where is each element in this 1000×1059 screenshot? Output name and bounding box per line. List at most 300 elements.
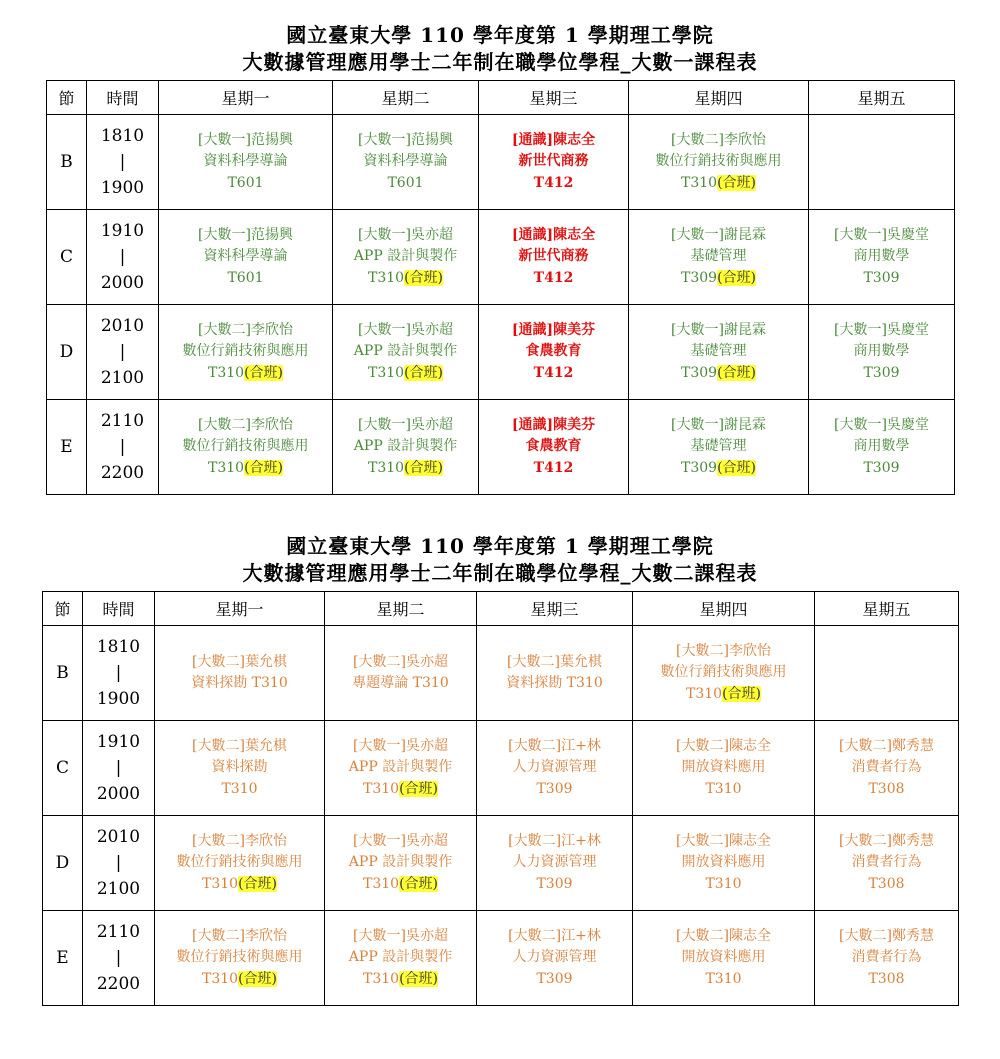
course-teacher: [大數二]陳志全 [676,832,771,849]
course-room: T309 [863,269,900,286]
course-name: APP 設計與製作 [348,854,453,871]
course-cell [333,210,479,305]
schedule-2 [42,533,958,1006]
course-cell [333,400,479,495]
period-label: B [47,115,87,210]
combined-class-badge: (合班) [404,364,443,381]
period-row [47,400,955,495]
course-cell [159,400,333,495]
course-room-line [479,458,628,480]
course-entry [333,320,478,385]
course-name: 開放資料應用 [681,854,766,871]
period-label: E [47,400,87,495]
course-entry [479,415,628,480]
course-cell [159,115,333,210]
course-entry [159,415,332,480]
combined-class-badge: (合班) [404,459,443,476]
course-entry [629,415,808,480]
schedule-2-title [42,533,958,587]
course-name: 數位行銷技術與應用 [182,343,309,360]
header-row [43,592,959,626]
combined-class-badge: (合班) [717,174,756,191]
course-room-line [633,779,814,801]
course-room-line [815,969,958,991]
course-room: T310 [363,875,400,892]
course-name: 開放資料應用 [681,949,766,966]
course-teacher: [大數二]江+林 [508,832,601,849]
time-sep: | [115,758,122,778]
course-cell [325,816,477,911]
course-name: 消費者行為 [851,949,922,966]
time-start: 2110 [96,922,141,942]
course-name: 資料探勘 T310 [506,675,603,691]
course-room-line [629,173,808,195]
combined-class-badge: (合班) [238,970,277,987]
time-sep: | [115,853,122,873]
course-teacher: [大數二]李欣怡 [671,131,766,148]
time-end: 1900 [100,178,145,198]
time-sep: | [115,948,122,968]
timetable [42,591,959,1006]
course-name: 數位行銷技術與應用 [660,664,787,681]
title-line-1: 國立臺東大學 110 學年度第 1 學期理工學院 [286,23,714,47]
course-room: T310 [208,459,245,476]
course-room: T309 [536,970,573,987]
course-name: 數位行銷技術與應用 [655,153,782,170]
course-teacher: [大數二]江+林 [508,737,601,754]
course-teacher: [大數二]葉允棋 [507,653,602,670]
course-name: 資料科學導論 [363,153,448,170]
course-name: 商用數學 [853,438,910,455]
course-entry [325,831,476,896]
course-name: 人力資源管理 [512,949,597,966]
time-end: 2100 [96,879,141,899]
course-teacher: [大數二]葉允棋 [192,653,287,670]
course-name: 基礎管理 [690,343,747,360]
course-room: T310 [681,174,718,191]
title-line-1: 國立臺東大學 110 學年度第 1 學期理工學院 [286,534,714,558]
course-teacher: [大數二]鄭秀慧 [839,927,934,944]
course-entry [155,736,324,801]
course-teacher: [大數二]李欣怡 [198,321,293,338]
column-header: 星期四 [629,81,809,115]
period-row [43,721,959,816]
course-teacher: [大數二]吳亦超 [353,653,448,670]
course-cell [629,115,809,210]
course-teacher: [大數一]吳慶堂 [834,416,929,433]
combined-class-badge: (合班) [717,364,756,381]
course-cell [477,626,633,721]
course-entry [633,926,814,991]
course-entry [155,652,324,695]
course-room: T310 [202,875,239,892]
course-room: T412 [533,174,574,191]
course-room-line [325,969,476,991]
course-teacher: [大數一]吳亦超 [353,927,448,944]
course-room: T601 [227,269,264,286]
course-name: 資料科學導論 [203,153,288,170]
title-line-2: 大數據管理應用學士二年制在職學位學程_大數一課程表 [242,50,758,74]
course-teacher: [大數一]吳亦超 [353,737,448,754]
course-name: APP 設計與製作 [348,949,453,966]
course-entry [333,130,478,195]
empty-cell [815,626,959,721]
course-room: T309 [681,459,718,476]
course-name: APP 設計與製作 [353,343,458,360]
course-teacher: [大數二]李欣怡 [198,416,293,433]
course-name: 人力資源管理 [512,759,597,776]
course-name: APP 設計與製作 [353,248,458,265]
course-cell [155,721,325,816]
course-cell [325,626,477,721]
course-entry [809,415,954,480]
period-label: C [47,210,87,305]
course-room: T310 [368,269,405,286]
course-entry [809,320,954,385]
course-name: 基礎管理 [690,438,747,455]
time-end: 2200 [100,463,145,483]
course-room: T412 [533,364,574,381]
course-entry [633,641,814,706]
course-entry [815,736,958,801]
course-room: T308 [868,875,905,892]
course-name: 專題導論 T310 [352,675,449,691]
course-teacher: [大數二]鄭秀慧 [839,737,934,754]
course-entry [815,831,958,896]
course-name: 消費者行為 [851,854,922,871]
time-start: 2110 [100,411,145,431]
course-name: 新世代商務 [518,248,589,265]
course-name: 消費者行為 [851,759,922,776]
time-start: 1810 [96,637,141,657]
combined-class-badge: (合班) [399,780,438,797]
course-cell [477,911,633,1006]
time-range [83,911,155,1006]
course-room: T309 [536,875,573,892]
course-room-line [155,779,324,801]
period-label: E [43,911,83,1006]
course-room: T310 [368,364,405,381]
course-cell [633,626,815,721]
course-teacher: [大數一]吳亦超 [353,832,448,849]
course-teacher: [大數一]吳亦超 [358,321,453,338]
course-cell [815,911,959,1006]
time-end: 2100 [100,368,145,388]
time-sep: | [115,663,122,683]
column-header: 星期三 [477,592,633,626]
course-cell [633,911,815,1006]
column-header: 節 [43,592,83,626]
course-entry [333,415,478,480]
course-name: 商用數學 [853,343,910,360]
course-room-line [629,268,808,290]
course-room-line [809,458,954,480]
course-cell [809,305,955,400]
course-room-line [333,458,478,480]
course-room-line [325,779,476,801]
time-sep: | [119,437,126,457]
course-room-line [159,173,332,195]
column-header: 星期二 [333,81,479,115]
course-name: 食農教育 [525,343,582,360]
time-start: 1910 [96,732,141,752]
course-cell [629,305,809,400]
column-header: 節 [47,81,87,115]
course-room-line [333,363,478,385]
course-entry [333,225,478,290]
column-header: 星期五 [809,81,955,115]
course-name: 食農教育 [525,438,582,455]
course-room: T310 [221,780,258,797]
course-teacher: [大數二]葉允棋 [192,737,287,754]
course-room-line [333,268,478,290]
course-room-line [155,969,324,991]
course-room-line [815,779,958,801]
combined-class-badge: (合班) [717,459,756,476]
course-cell [155,626,325,721]
schedule-1 [46,22,954,495]
course-teacher: [大數二]江+林 [508,927,601,944]
course-entry [629,320,808,385]
course-cell [479,305,629,400]
course-entry [159,225,332,290]
course-entry [155,926,324,991]
course-room-line [155,874,324,896]
course-cell [633,816,815,911]
course-room: T309 [536,780,573,797]
combined-class-badge: (合班) [238,875,277,892]
course-room-line [479,363,628,385]
course-cell [479,210,629,305]
course-room-line [477,969,632,991]
course-room: T310 [686,685,723,702]
combined-class-badge: (合班) [244,364,283,381]
course-room-line [159,458,332,480]
course-entry [633,831,814,896]
course-cell [629,400,809,495]
course-name: APP 設計與製作 [348,759,453,776]
course-name: 開放資料應用 [681,759,766,776]
course-name: 資料探勘 [211,759,268,776]
empty-cell [809,115,955,210]
course-teacher: [大數一]范揚興 [358,131,453,148]
course-name: 人力資源管理 [512,854,597,871]
course-entry [325,736,476,801]
course-room-line [159,363,332,385]
course-room: T310 [363,780,400,797]
course-entry [325,652,476,695]
column-header: 星期一 [159,81,333,115]
course-entry [815,926,958,991]
time-range [87,210,159,305]
course-room: T601 [227,174,264,191]
course-cell [155,911,325,1006]
time-start: 2010 [100,316,145,336]
course-entry [477,652,632,695]
course-room-line [809,363,954,385]
time-sep: | [119,342,126,362]
time-start: 1910 [100,221,145,241]
period-row [47,305,955,400]
course-name: 數位行銷技術與應用 [176,949,303,966]
course-teacher: [大數一]范揚興 [198,226,293,243]
course-teacher: [大數一]吳慶堂 [834,226,929,243]
title-line-2: 大數據管理應用學士二年制在職學位學程_大數二課程表 [242,561,758,585]
combined-class-badge: (合班) [244,459,283,476]
period-label: D [47,305,87,400]
course-room: T308 [868,970,905,987]
period-row [47,115,955,210]
course-cell [325,911,477,1006]
course-teacher: [大數一]謝昆霖 [671,416,766,433]
course-cell [479,400,629,495]
course-teacher: [大數一]吳亦超 [358,226,453,243]
course-teacher: [大數一]謝昆霖 [671,321,766,338]
time-sep: | [119,247,126,267]
course-teacher: [通識]陳志全 [511,131,596,148]
course-teacher: [大數二]陳志全 [676,927,771,944]
course-room-line [633,874,814,896]
course-teacher: [大數二]李欣怡 [676,642,771,659]
course-cell [325,721,477,816]
course-entry [477,926,632,991]
course-entry [477,736,632,801]
column-header: 時間 [87,81,159,115]
course-room-line [629,458,808,480]
course-entry [629,225,808,290]
time-range [83,816,155,911]
period-row [47,210,955,305]
course-teacher: [大數一]吳慶堂 [834,321,929,338]
course-room-line [629,363,808,385]
time-range [87,400,159,495]
course-room-line [477,874,632,896]
course-cell [479,115,629,210]
time-range [83,721,155,816]
time-start: 1810 [100,126,145,146]
column-header: 時間 [83,592,155,626]
period-label: C [43,721,83,816]
course-teacher: [大數二]鄭秀慧 [839,832,934,849]
course-room-line [333,173,478,195]
course-cell [159,210,333,305]
course-room-line [325,874,476,896]
course-room: T308 [868,780,905,797]
course-name: 基礎管理 [690,248,747,265]
course-room-line [633,969,814,991]
course-room: T310 [705,970,742,987]
course-room: T310 [368,459,405,476]
time-start: 2010 [96,827,141,847]
course-cell [477,816,633,911]
course-cell [633,721,815,816]
course-room: T310 [208,364,245,381]
course-entry [809,225,954,290]
course-teacher: [通識]陳志全 [511,226,596,243]
course-teacher: [大數二]陳志全 [676,737,771,754]
course-entry [479,225,628,290]
course-room-line [815,874,958,896]
course-cell [629,210,809,305]
course-room: T310 [202,970,239,987]
course-room-line [809,268,954,290]
course-room-line [479,268,628,290]
course-cell [809,210,955,305]
course-teacher: [通識]陳美芬 [511,321,596,338]
course-name: 數位行銷技術與應用 [182,438,309,455]
course-room: T309 [681,364,718,381]
course-name: 資料探勘 T310 [191,675,288,691]
course-entry [325,926,476,991]
course-name: 商用數學 [853,248,910,265]
period-label: B [43,626,83,721]
course-name: 資料科學導論 [203,248,288,265]
course-room: T310 [705,780,742,797]
course-room: T310 [363,970,400,987]
time-end: 1900 [96,689,141,709]
course-teacher: [大數二]李欣怡 [192,927,287,944]
course-name: 新世代商務 [518,153,589,170]
course-entry [159,320,332,385]
course-room: T309 [863,364,900,381]
time-end: 2000 [96,784,141,804]
period-row [43,911,959,1006]
course-entry [479,130,628,195]
course-entry [155,831,324,896]
course-room-line [633,684,814,706]
course-entry [479,320,628,385]
header-row [47,81,955,115]
course-name: 數位行銷技術與應用 [176,854,303,871]
time-sep: | [119,152,126,172]
course-teacher: [大數一]范揚興 [198,131,293,148]
course-room: T412 [533,269,574,286]
course-room: T601 [387,174,424,191]
column-header: 星期二 [325,592,477,626]
course-name: APP 設計與製作 [353,438,458,455]
course-teacher: [大數一]謝昆霖 [671,226,766,243]
column-header: 星期四 [633,592,815,626]
course-entry [159,130,332,195]
course-entry [629,130,808,195]
course-cell [477,721,633,816]
column-header: 星期五 [815,592,959,626]
period-row [43,626,959,721]
course-room: T309 [681,269,718,286]
course-cell [815,816,959,911]
course-room: T309 [863,459,900,476]
combined-class-badge: (合班) [717,269,756,286]
time-range [87,115,159,210]
combined-class-badge: (合班) [404,269,443,286]
course-cell [809,400,955,495]
period-label: D [43,816,83,911]
course-teacher: [通識]陳美芬 [511,416,596,433]
period-row [43,816,959,911]
course-room-line [477,779,632,801]
column-header: 星期一 [155,592,325,626]
course-teacher: [大數一]吳亦超 [358,416,453,433]
timetable [46,80,955,495]
column-header: 星期三 [479,81,629,115]
course-cell [815,721,959,816]
course-room-line [159,268,332,290]
time-end: 2000 [100,273,145,293]
combined-class-badge: (合班) [399,970,438,987]
course-entry [633,736,814,801]
course-cell [155,816,325,911]
course-cell [159,305,333,400]
